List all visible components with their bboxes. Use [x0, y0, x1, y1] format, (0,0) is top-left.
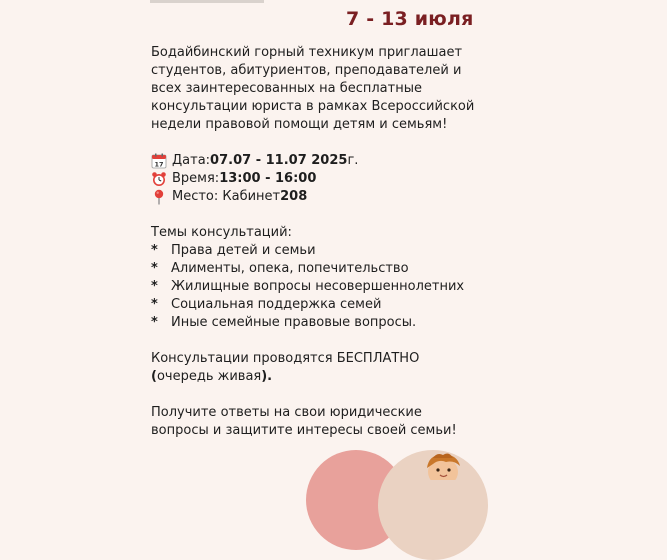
intro-line: студентов, абитуриентов, преподавателей и: [151, 63, 462, 78]
topic-text: Социальная поддержка семей: [171, 297, 382, 312]
bullet-marker: *: [151, 297, 158, 312]
map-pin-icon: [151, 189, 167, 205]
intro-line: недели правовой помощи детям и семьям!: [151, 117, 448, 132]
top-divider-strip: [150, 0, 264, 3]
place-label: Место: Кабинет: [172, 189, 281, 204]
intro-line: Бодайбинский горный техникум приглашает: [151, 45, 463, 60]
closing-line: Получите ответы на свои юридические: [151, 405, 422, 420]
free-consultation-note: Консультации проводятся БЕСПЛАТНО: [151, 351, 420, 366]
place-value: 208: [280, 189, 308, 204]
bullet-marker: *: [151, 243, 158, 258]
calendar-icon: [151, 153, 167, 169]
list-item: [151, 242, 591, 260]
time-value: 13:00 - 16:00: [219, 171, 317, 186]
closing-line: вопросы и защитите интересы своей семьи!: [151, 423, 457, 438]
alarm-clock-icon: [151, 171, 167, 187]
date-line: [151, 152, 591, 170]
date-label: Дата:: [172, 153, 211, 168]
intro-paragraph: [151, 44, 591, 134]
queue-note: [151, 368, 591, 386]
closing-paragraph: [151, 404, 591, 440]
topic-text: Права детей и семьи: [171, 243, 316, 258]
cartoon-child-illustration: [421, 452, 467, 480]
announcement-content: [151, 44, 591, 440]
topics-title: Темы консультаций:: [151, 225, 292, 240]
bullet-marker: *: [151, 261, 158, 276]
bullet-marker: *: [151, 279, 158, 294]
queue-paren-open: (: [151, 369, 157, 384]
intro-line: всех заинтересованных на бесплатные: [151, 81, 422, 96]
time-label: Время:: [172, 171, 220, 186]
list-item: [151, 260, 591, 278]
topic-text: Жилищные вопросы несовершеннолетних: [171, 279, 465, 294]
intro-line: консультации юриста в рамках Всероссийской: [151, 99, 475, 114]
bullet-marker: *: [151, 315, 158, 330]
list-item: [151, 296, 591, 314]
topics-list: [151, 242, 591, 332]
list-item: [151, 314, 591, 332]
date-range-heading: 7 - 13 июля: [346, 8, 474, 30]
topic-text: Иные семейные правовые вопросы.: [171, 315, 417, 330]
place-line: [151, 188, 591, 206]
date-suffix: г.: [347, 153, 359, 168]
calendar-day-text: 17: [154, 160, 164, 169]
list-item: [151, 278, 591, 296]
date-value: 07.07 - 11.07 2025: [210, 153, 348, 168]
time-line: [151, 170, 591, 188]
topic-text: Алименты, опека, попечительство: [171, 261, 409, 276]
queue-paren-close: ).: [261, 369, 273, 384]
queue-text: очередь живая: [156, 369, 262, 384]
